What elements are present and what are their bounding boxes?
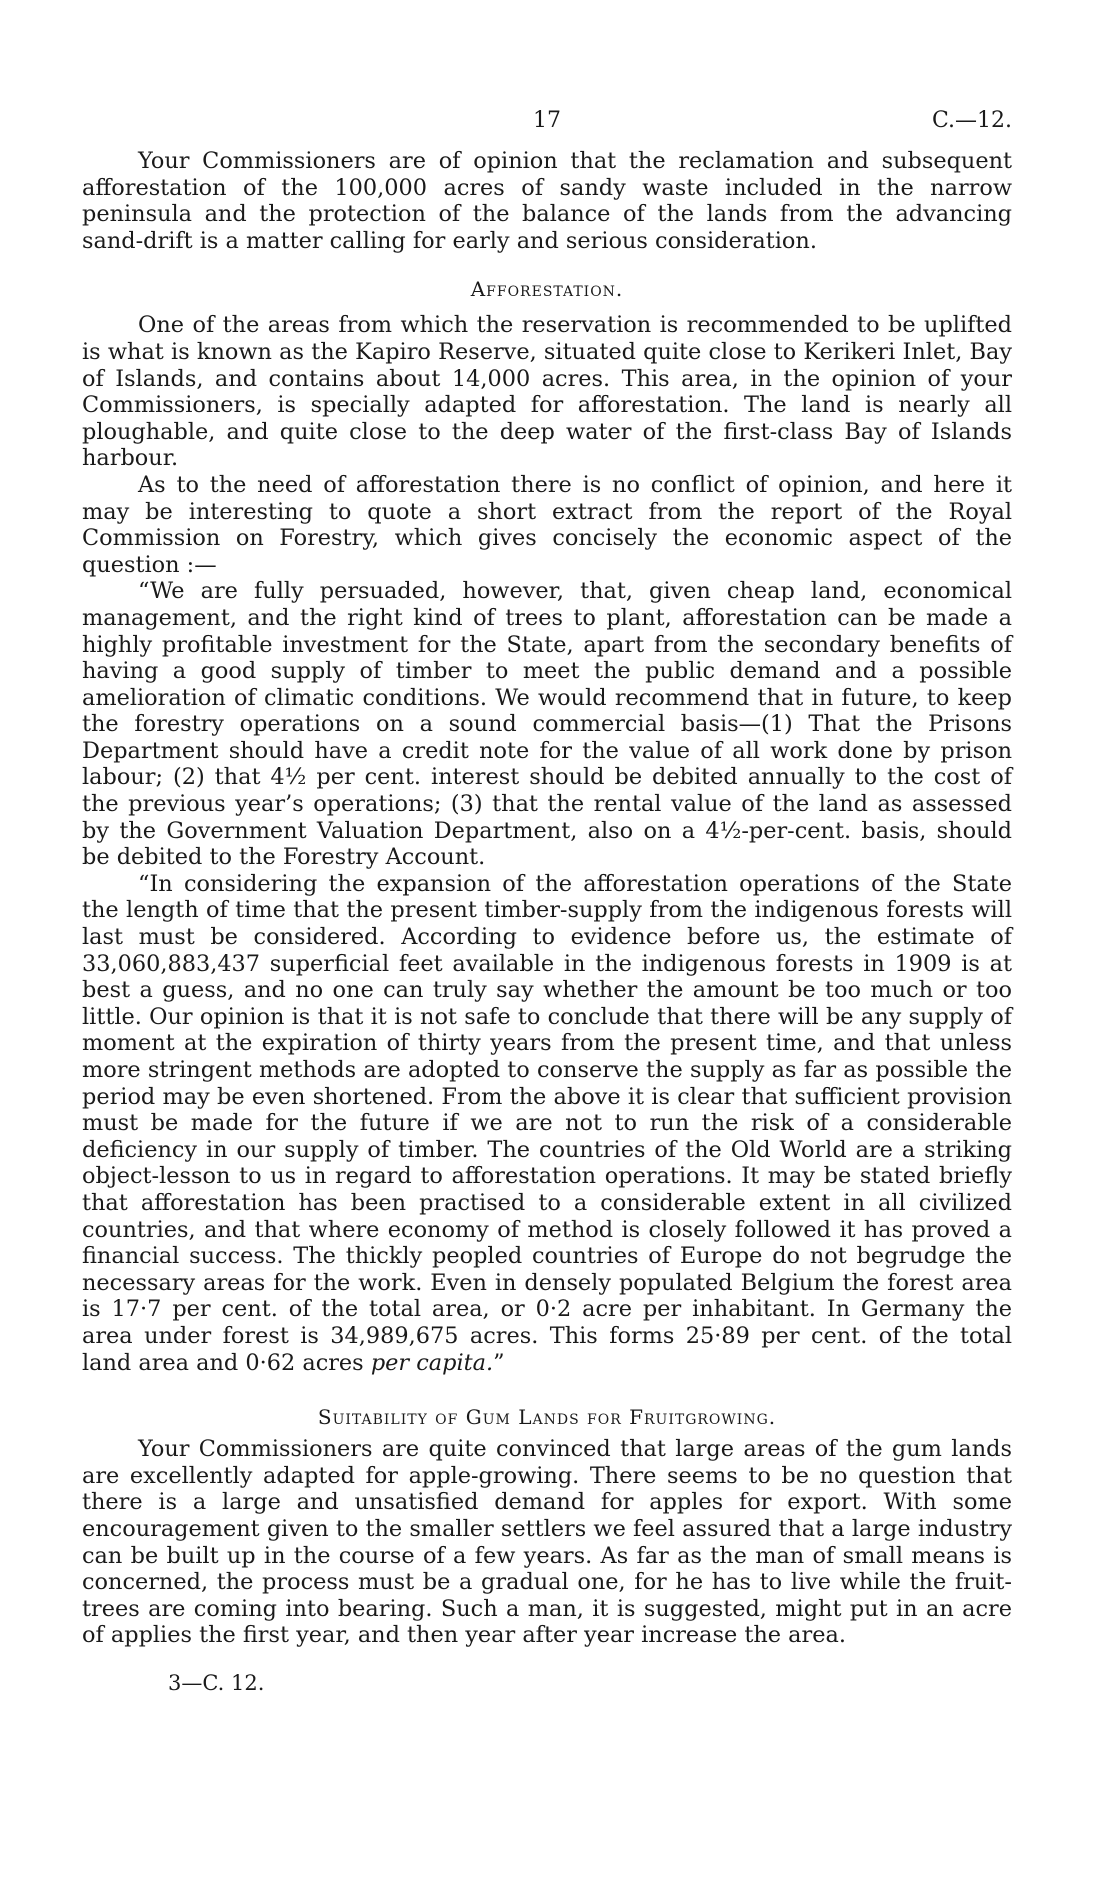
quote-close-mark: ” <box>493 1349 505 1376</box>
quote-paragraph-2-text: “In considering the expansion of the afforestation operations of the State the length of time that the present timber-supply from the indigenous forests will last must be considered. According to evidence before us, the estimate of 33,060,883,437 superficial feet available in the indigenous forests in 1909 is at best a guess, and no one can truly say whether the amount be too much or too little. Our opinion is that it is not safe to conclude that there will be any supply of moment at the expiration of thirty years from the present time, and that unless more stringent methods are adopted to conserve the supply as far as possible the period may be even shortened. From the above it is clear that sufficient provision must be made for the future if we are not to run the risk of a considerable deficiency in our supply of timber. The countries of the Old World are a striking object-lesson to us in regard to afforestation operations. It may be stated briefly that afforestation has been practised to a considerable extent in all civilized countries, and that where economy of method is closely followed it has proved a financial success. The thickly peopled countries of Europe do not begrudge the necessary areas for the work. Even in densely populated Belgium the forest area is 17·7 per cent. of the total area, or 0·2 acre per inhabitant. In Germany the area under forest is 34,989,675 acres. This forms 25·89 per cent. of the total land area and 0·62 acres <box>82 870 1012 1376</box>
suitability-heading: Suitability of Gum Lands for Fruitgrowing. <box>317 1405 777 1430</box>
quote-italic-phrase: per capita. <box>370 1349 494 1376</box>
afforestation-paragraph-1: One of the areas from which the reservation is recommended to be uplifted is what is known as the Kapiro Reserve, situated quite close to Kerikeri Inlet, Bay of Islands, and contains about 14,000 acres. This area, in the opinion of your Commissioners, is specially adapted for afforestation. The land is nearly all ploughable, and quite close to the deep water of the first-class Bay of Islands harbour. <box>82 312 1012 472</box>
quote-paragraph-1: “We are fully persuaded, however, that, given cheap land, economical management, and the right kind of trees to plant, afforestation can be made a highly profitable investment for the State, apart from the secondary benefits of having a good supply of timber to meet the public demand and a possible amelioration of climatic conditions. We would recommend that in future, to keep the forestry operations on a sound commercial basis—(1) That the Prisons Department should have a credit note for the value of all work done by prison labour; (2) that 4½ per cent. interest should be debited annually to the cost of the previous year’s operations; (3) that the rental value of the land as assessed by the Government Valuation Department, also on a 4½-per-cent. basis, should be debited to the Forestry Account. <box>82 578 1012 871</box>
document-page <box>82 108 1012 1695</box>
document-reference: C.—12. <box>931 108 1012 133</box>
afforestation-heading: Afforestation. <box>470 277 624 302</box>
suitability-paragraph: Your Commissioners are quite convinced that large areas of the gum lands are excellently adapted for apple-growing. There seems to be no question that there is a large and unsatisfied demand for apples for export. With some encouragement given to the smaller settlers we feel assured that a large industry can be built up in the course of a few years. As far as the man of small means is concerned, the process must be a gradual one, for he has to live while the fruit-trees are coming into bearing. Such a man, it is suggested, might put in an acre of applies the first year, and then year after year increase the area. <box>82 1436 1012 1649</box>
afforestation-paragraph-2: As to the need of afforestation there is no conflict of opinion, and here it may be interesting to quote a short extract from the report of the Royal Commission on Forestry, which gives concisely the economic aspect of the question :— <box>82 471 1012 578</box>
page-number: 17 <box>533 108 561 133</box>
intro-paragraph: Your Commissioners are of opinion that the reclamation and subsequent afforestation of the 100,000 acres of sandy waste included in the narrow peninsula and the protection of the balance of the lands from the advancing sand-drift is a matter calling for early and serious consideration. <box>82 148 1012 254</box>
quote-paragraph-2 <box>82 871 1012 1376</box>
page-header <box>82 108 1012 148</box>
signature-mark: 3—C. 12. <box>168 1670 265 1695</box>
